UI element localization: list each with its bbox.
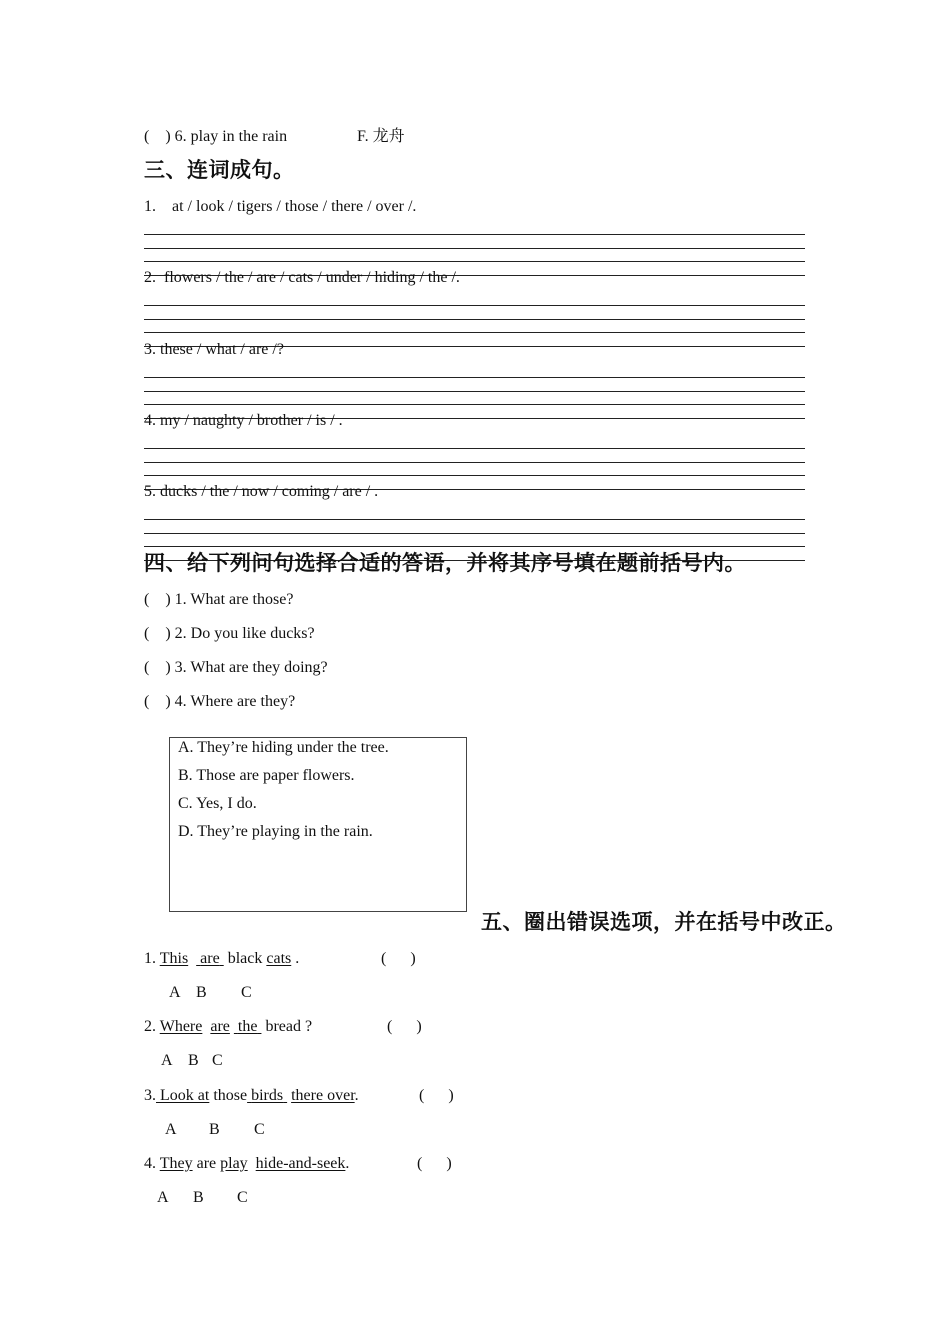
section3-item-5: 5. ducks / the / now / coming / are / . [144, 483, 379, 500]
letter-b: B [209, 1121, 220, 1138]
option-c-word[interactable]: there over [291, 1087, 355, 1104]
section5-title: 五、圈出错误选项，并在括号中改正。 [481, 910, 847, 934]
letter-c: C [241, 984, 252, 1001]
option-b-word[interactable]: are [210, 1018, 230, 1035]
plain-word: are [196, 1155, 217, 1172]
plain-word: bread ? [265, 1018, 313, 1035]
error-item-1 [144, 949, 299, 969]
correction-blank[interactable]: ( ) [419, 1087, 454, 1104]
answer-line[interactable] [144, 519, 805, 520]
letter-b: B [193, 1189, 204, 1206]
answer-line[interactable] [144, 546, 805, 547]
section3-item-3: 3. these / what / are /? [144, 341, 284, 358]
sentence-end: . [295, 950, 300, 967]
answer-line[interactable] [144, 305, 805, 306]
option-c-word[interactable]: the [237, 1018, 258, 1035]
section3-item-1: 1. at / look / tigers / those / there / over /. [144, 198, 417, 215]
answer-line[interactable] [144, 234, 805, 235]
answer-line[interactable] [144, 475, 805, 476]
letter-a: A [165, 1121, 177, 1138]
letter-b: B [188, 1052, 199, 1069]
answer-line[interactable] [144, 448, 805, 449]
answer-option-a: A. They’re hiding under the tree. [178, 739, 389, 756]
answer-line[interactable] [144, 377, 805, 378]
error-item-3 [144, 1086, 359, 1106]
correction-blank[interactable]: ( ) [387, 1018, 422, 1035]
correction-blank[interactable]: ( ) [417, 1155, 452, 1172]
letter-c: C [212, 1052, 223, 1069]
answer-line[interactable] [144, 332, 805, 333]
letter-c: C [237, 1189, 248, 1206]
answer-line[interactable] [144, 261, 805, 262]
option-a-word[interactable]: They [159, 1155, 193, 1172]
item-number: 1. [144, 950, 156, 967]
answer-option-c: C. Yes, I do. [178, 795, 257, 812]
answer-line[interactable] [144, 404, 805, 405]
option-a-word[interactable]: Look at [160, 1087, 210, 1104]
option-c-word[interactable]: hide-and-seek [255, 1155, 346, 1172]
answer-line[interactable] [144, 391, 805, 392]
section4-question-4: ( ) 4. Where are they? [144, 693, 296, 710]
answer-line[interactable] [144, 533, 805, 534]
letter-a: A [157, 1189, 169, 1206]
letter-c: C [254, 1121, 265, 1138]
option-b-word[interactable]: play [220, 1155, 248, 1172]
option-a-word[interactable]: Where [159, 1018, 203, 1035]
error-item-4 [144, 1154, 349, 1174]
section4-question-2: ( ) 2. Do you like ducks? [144, 625, 315, 642]
letter-a: A [169, 984, 181, 1001]
option-b-word[interactable]: are [200, 950, 220, 967]
section3-item-4: 4. my / naughty / brother / is / . [144, 412, 343, 429]
plain-word: black [227, 950, 263, 967]
answer-line[interactable] [144, 462, 805, 463]
match-option-f: F. 龙舟 [357, 128, 405, 145]
letter-a: A [161, 1052, 173, 1069]
section4-title: 四、给下列问句选择合适的答语，并将其序号填在题前括号内。 [144, 551, 746, 575]
plain-word: those [213, 1087, 248, 1104]
answer-line[interactable] [144, 248, 805, 249]
sentence-end: . [354, 1087, 359, 1104]
section3-title: 三、连词成句。 [144, 158, 295, 182]
option-a-word[interactable]: This [159, 950, 189, 967]
item-number: 4. [144, 1155, 156, 1172]
letter-b: B [196, 984, 207, 1001]
item-number: 2. [144, 1018, 156, 1035]
answer-option-b: B. Those are paper flowers. [178, 767, 355, 784]
error-item-2 [144, 1017, 312, 1037]
option-b-word[interactable]: birds [251, 1087, 284, 1104]
match-item-6: ( ) 6. play in the rain [144, 128, 288, 145]
correction-blank[interactable]: ( ) [381, 950, 416, 967]
answer-line[interactable] [144, 319, 805, 320]
answer-option-d: D. They’re playing in the rain. [178, 823, 373, 840]
section4-question-1: ( ) 1. What are those? [144, 591, 294, 608]
section3-item-2: 2. flowers / the / are / cats / under / hiding / the /. [144, 269, 460, 286]
sentence-end: . [345, 1155, 350, 1172]
item-number: 3. [144, 1087, 156, 1104]
section4-question-3: ( ) 3. What are they doing? [144, 659, 328, 676]
option-c-word[interactable]: cats [266, 950, 292, 967]
